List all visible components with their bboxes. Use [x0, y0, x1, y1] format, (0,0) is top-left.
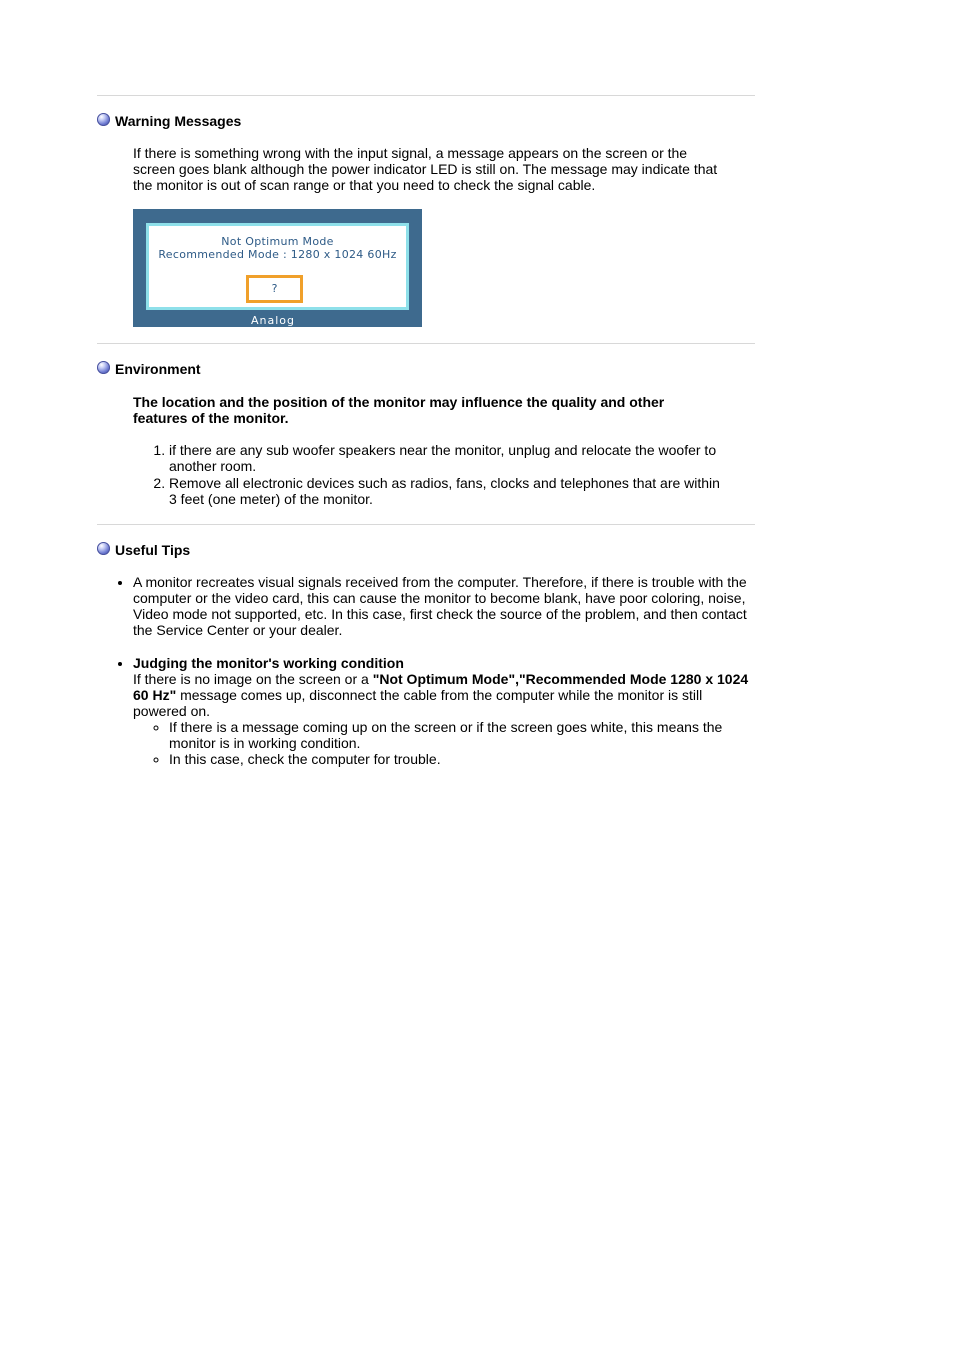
osd-message-box	[146, 223, 409, 310]
tip-heading: Judging the monitor's working condition	[133, 655, 404, 671]
tip-text-before: If there is no image on the screen or a	[133, 671, 373, 687]
osd-line-not-optimum: Not Optimum Mode	[221, 235, 334, 248]
list-item: ◦ If there is a message coming up on the screen or if the screen goes white, this means the monitor is in working condition.	[169, 719, 757, 751]
list-item: • A monitor recreates visual signals received from the computer. Therefore, if there is trouble with the computer or the video card, this can cause the monitor to become blank, have poor coloring, noise, Video mode not supported, etc. In this case, first check the source of the problem, and then contact the Service Center or your dealer.	[133, 574, 757, 638]
tips-list	[97, 574, 757, 767]
tip-sublist	[133, 719, 757, 767]
divider-environment	[97, 343, 755, 344]
osd-message-illustration	[133, 209, 422, 327]
osd-input-label: Analog	[250, 314, 295, 327]
section-title: Useful Tips	[115, 542, 191, 558]
section-heading-environment	[97, 360, 201, 378]
osd-line-recommended: Recommended Mode : 1280 x 1024 60Hz	[158, 248, 397, 261]
list-item	[133, 655, 757, 767]
environment-intro-bold: The location and the position of the monitor may influence the quality and other features of the monitor.	[133, 394, 665, 426]
osd-question-box: ?	[246, 275, 303, 303]
section-title: Environment	[115, 361, 201, 377]
divider-top	[97, 95, 755, 96]
list-item: 2. Remove all electronic devices such as radios, fans, clocks and telephones that are within 3 feet (one meter) of the monitor.	[169, 475, 723, 507]
list-item: 1. if there are any sub woofer speakers near the monitor, unplug and relocate the woofer to another room.	[169, 442, 723, 474]
section-heading-tips	[97, 541, 190, 559]
list-item: ◦ In this case, check the computer for trouble.	[169, 751, 757, 767]
bullet-orb-icon	[97, 113, 110, 126]
tip-text-bold: "Not Optimum Mode","Recommended Mode 1280 x 1024 60 Hz"	[133, 671, 749, 703]
section-heading-warning	[97, 112, 241, 130]
divider-tips	[97, 524, 755, 525]
bullet-orb-icon	[97, 542, 110, 555]
environment-intro-text	[133, 394, 713, 426]
warning-text: If there is something wrong with the input signal, a message appears on the screen or the screen goes blank although the power indicator LED is still on. The message may indicate that the monitor is out of scan range or that you need to check the signal cable.	[133, 145, 718, 193]
tip-text-after: message comes up, disconnect the cable from the computer while the monitor is still powered on.	[133, 687, 703, 719]
environment-list	[133, 442, 723, 508]
section-title: Warning Messages	[115, 113, 242, 129]
environment-intro	[133, 394, 713, 426]
warning-description	[133, 145, 723, 193]
bullet-orb-icon	[97, 361, 110, 374]
